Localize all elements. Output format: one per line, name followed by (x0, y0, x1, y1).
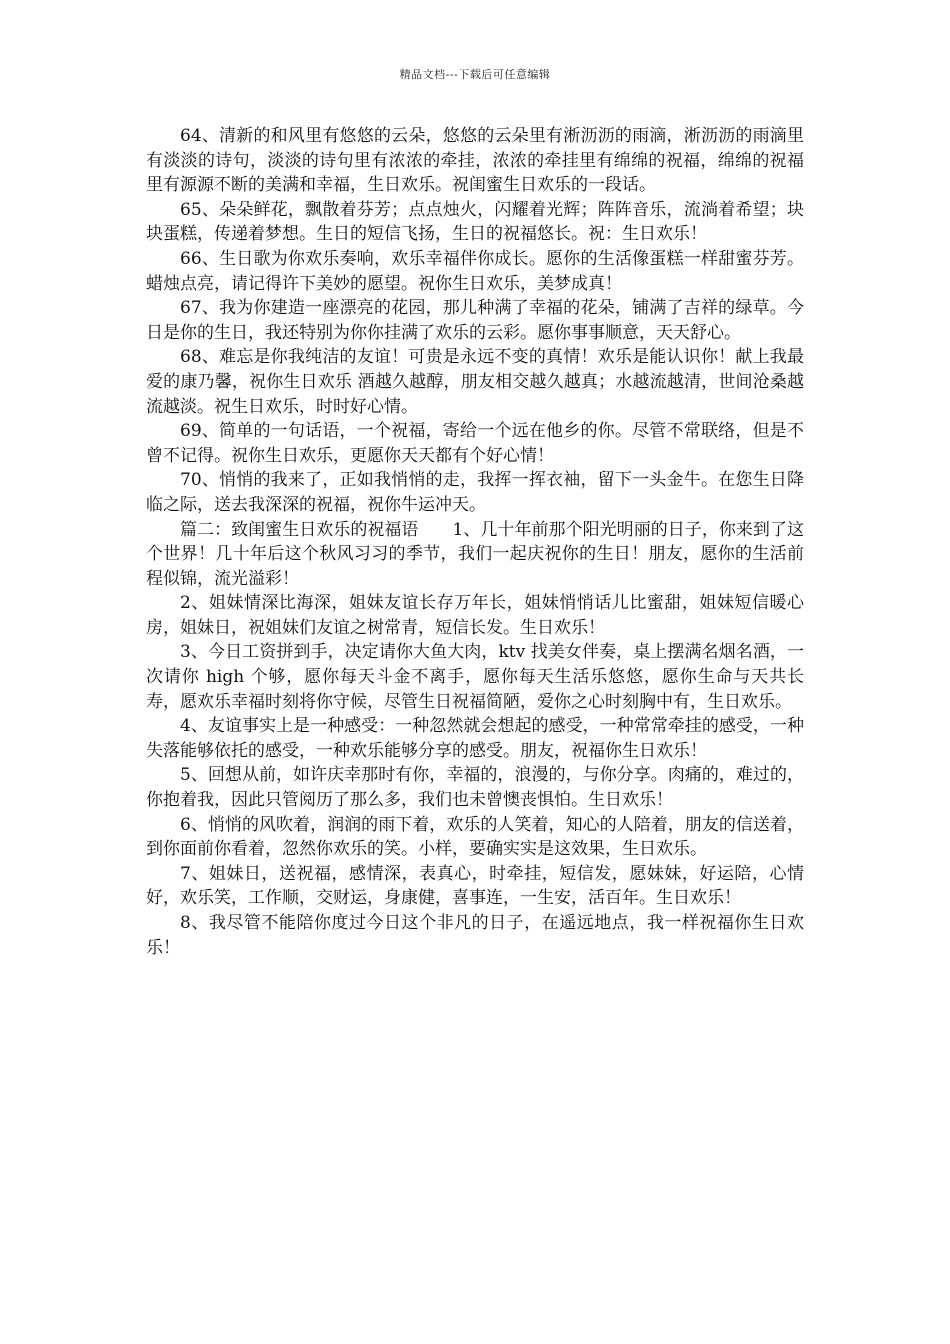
paragraph-2: 2、姐妹情深比海深，姐妹友谊长存万年长，姐妹悄悄话儿比蜜甜，姐妹短信暖心房，姐妹日，祝姐妹们友谊之树常青，短信长发。生日欢乐！ (146, 593, 804, 638)
paragraph-section-two: 篇二：致闺蜜生日欢乐的祝福语 1、几十年前那个阳光明丽的日子，你来到了这个世界！几十年后这个秋风习习的季节，我们一起庆祝你的生日！朋友，愿你的生活前程似锦，流光溢彩！ (146, 519, 804, 589)
document-body (146, 124, 804, 960)
paragraph-67: 67、我为你建造一座漂亮的花园，那儿种满了幸福的花朵，铺满了吉祥的绿草。今日是你的生日，我还特别为你你挂满了欢乐的云彩。愿你事事顺意，天天舒心。 (146, 298, 804, 343)
paragraph-3: 3、今日工资拼到手，决定请你大鱼大肉，ktv 找美女伴奏，桌上摆满名烟名酒，一次请你 high 个够，愿你每天斗金不离手，愿你每天生活乐悠悠，愿你生命与天共长寿，愿欢乐幸福时刻将你守候，尽管生日祝福简陋，爱你之心时刻胸中有，生日欢乐。 (146, 642, 804, 712)
paragraph-65: 65、朵朵鲜花，飘散着芬芳；点点烛火，闪耀着光辉；阵阵音乐，流淌着希望；块块蛋糕，传递着梦想。生日的短信飞扬，生日的祝福悠长。祝：生日欢乐！ (146, 199, 804, 245)
paragraph-4: 4、友谊事实上是一种感受：一种忽然就会想起的感受，一种常常牵挂的感受，一种失落能够依托的感受，一种欢乐能够分享的感受。朋友，祝福你生日欢乐！ (146, 716, 804, 761)
paragraph-68: 68、难忘是你我纯洁的友谊！可贵是永远不变的真情！欢乐是能认识你！献上我最爱的康乃馨，祝你生日欢乐 酒越久越醇，朋友相交越久越真；水越流越清，世间沧桑越流越淡。祝生日欢乐，时时好心情。 (146, 347, 804, 417)
paragraph-7: 7、姐妹日，送祝福，感情深，表真心，时牵挂，短信发，愿妹妹，好运陪，心情好，欢乐笑，工作顺，交财运，身康健，喜事连，一生安，活百年。生日欢乐！ (146, 863, 804, 909)
paragraph-66: 66、生日歌为你欢乐奏响，欢乐幸福伴你成长。愿你的生活像蛋糕一样甜蜜芬芳。蜡烛点亮，请记得许下美妙的愿望。祝你生日欢乐，美梦成真！ (146, 248, 804, 294)
paragraph-70: 70、悄悄的我来了，正如我悄悄的走，我挥一挥衣袖，留下一头金牛。在您生日降临之际，送去我深深的祝福，祝你牛运冲天。 (146, 470, 804, 515)
paragraph-64: 64、清新的和风里有悠悠的云朵，悠悠的云朵里有淅沥沥的雨滴，淅沥沥的雨滴里有淡淡的诗句，淡淡的诗句里有浓浓的牵挂，浓浓的牵挂里有绵绵的祝福，绵绵的祝福里有源源不断的美满和幸福，生日欢乐。祝闺蜜生日欢乐的一段话。 (146, 126, 804, 196)
paragraph-5: 5、回想从前，如许庆幸那时有你，幸福的，浪漫的，与你分享。肉痛的，难过的，你抱着我，因此只管阅历了那么多，我们也未曾懊丧惧怕。生日欢乐！ (146, 765, 804, 811)
page-header: 精品文档---下载后可任意编辑 (399, 68, 551, 81)
paragraph-6: 6、悄悄的风吹着，润润的雨下着，欢乐的人笑着，知心的人陪着，朋友的信送着，到你面前你看着，忽然你欢乐的笑。小样，要确实实是这效果，生日欢乐。 (146, 814, 804, 860)
paragraph-69: 69、简单的一句话语，一个祝福，寄给一个远在他乡的你。尽管不常联络，但是不曾不记得。祝你生日欢乐，更愿你天天都有个好心情！ (146, 421, 804, 466)
paragraph-8: 8、我尽管不能陪你度过今日这个非凡的日子，在遥远地点，我一样祝福你生日欢乐！ (146, 913, 804, 958)
